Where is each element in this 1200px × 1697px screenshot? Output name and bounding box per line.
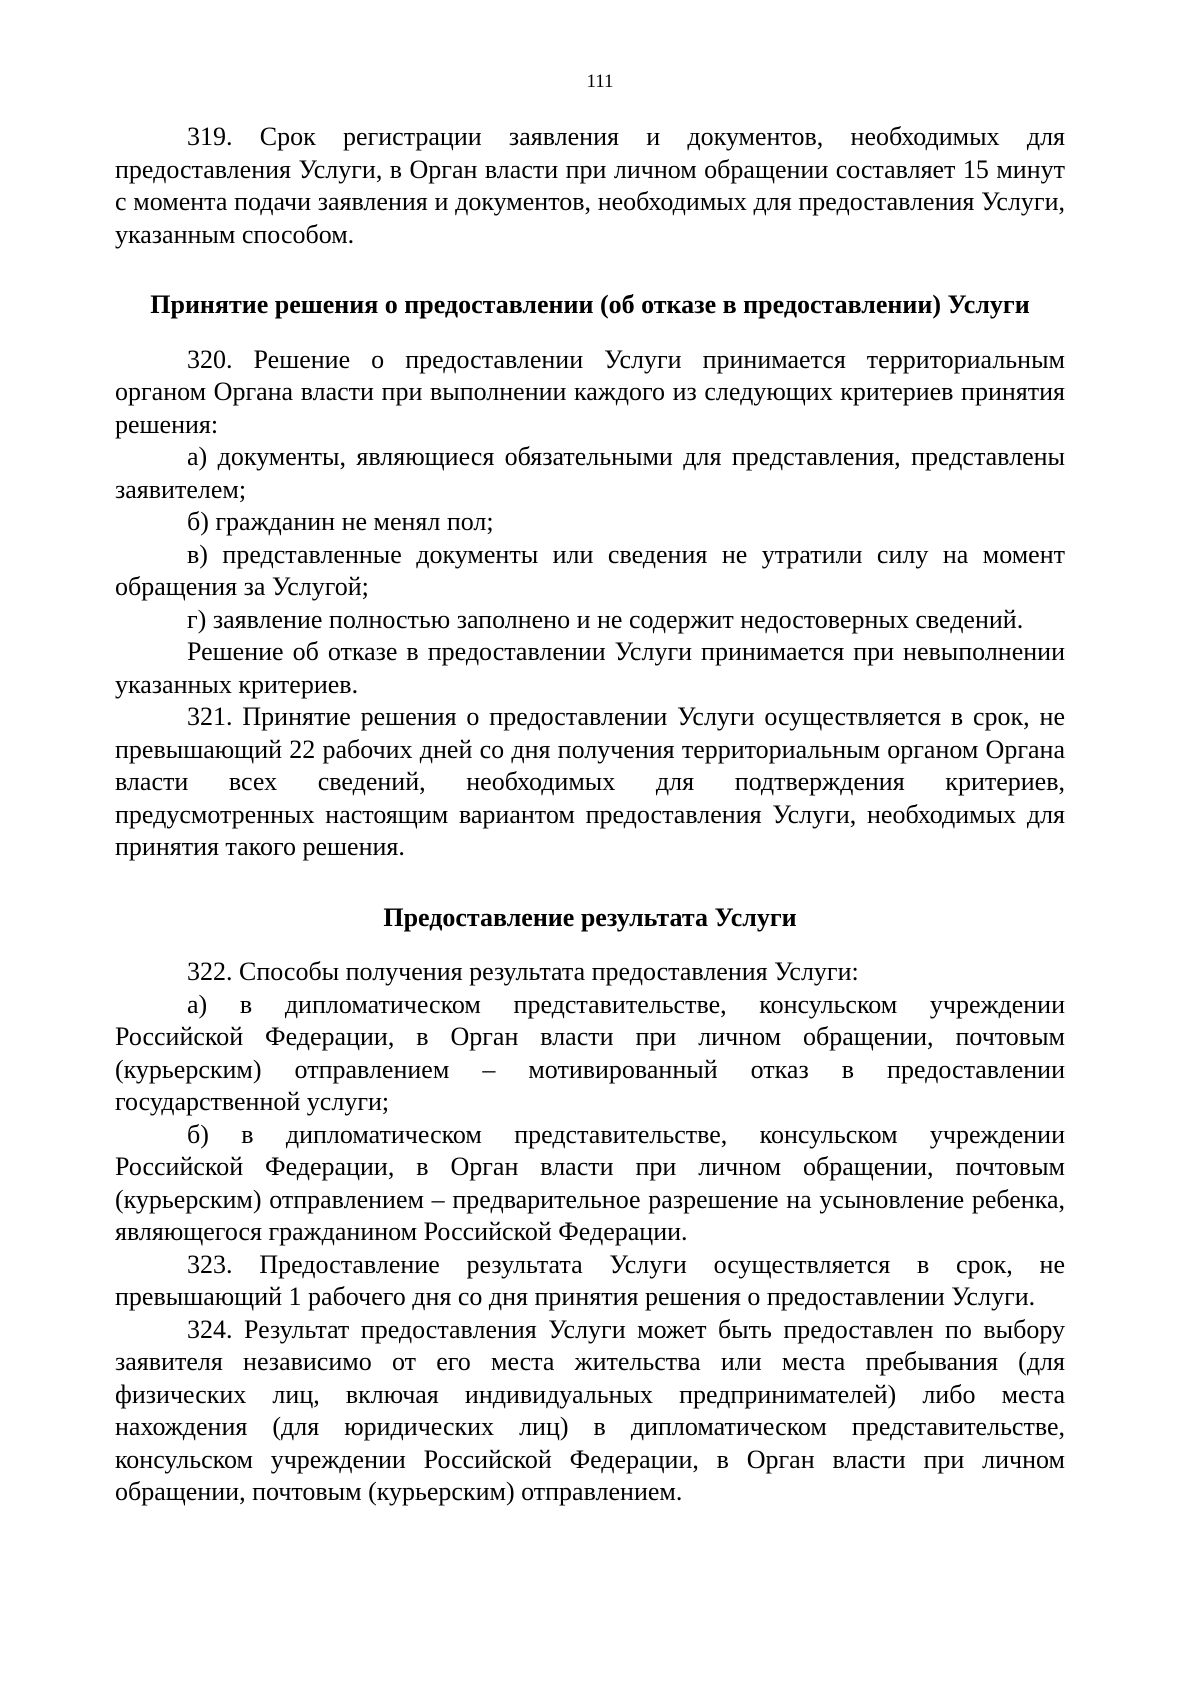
paragraph-322-b: б) в дипломатическом представительстве, консульском учреждении Российской Федерации, в Орган власти при личном обращении, почтовым (курьерским) отправлением – предварительное разрешение на усыновление ребенка, являющегося гражданином Российской Федерации.	[115, 1119, 1065, 1246]
paragraph-324: 324. Результат предоставления Услуги может быть предоставлен по выбору заявителя независимо от его места жительства или места пребывания (для физических лиц, включая индивидуальных предпринимателей) либо места нахождения (для юридических лиц) в дипломатическом представительстве, консульском учреждении Российской Федерации, в Орган власти при личном обращении, почтовым (курьерским) отправлением.	[115, 1314, 1065, 1506]
paragraph-320-b: б) гражданин не менял пол;	[187, 507, 494, 536]
document-body	[115, 121, 1065, 1509]
paragraph-320-a: а) документы, являющиеся обязательными для представления, представлены заявителем;	[115, 442, 1065, 504]
paragraph-321: 321. Принятие решения о предоставлении Услуги осуществляется в срок, не превышающий 22 рабочих дней со дня получения территориальным органом Органа власти всех сведений, необходимых для подтверждения критериев, предусмотренных настоящим вариантом предоставления Услуги, необходимых для принятия такого решения.	[115, 702, 1065, 861]
paragraph-322-a: а) в дипломатическом представительстве, консульском учреждении Российской Федерации, в Орган власти при личном обращении, почтовым (курьерским) отправлением – мотивированный отказ в предоставлении государственной услуги;	[115, 989, 1065, 1116]
paragraph-320-v: в) представленные документы или сведения не утратили силу на момент обращения за Услугой;	[115, 539, 1065, 601]
section-heading-decision: Принятие решения о предоставлении (об отказе в предоставлении) Услуги	[150, 290, 1030, 319]
section-heading-result: Предоставление результата Услуги	[383, 902, 797, 932]
page-number: 111	[586, 71, 614, 92]
paragraph-320-g: г) заявление полностью заполнено и не содержит недостоверных сведений.	[187, 604, 1024, 634]
paragraph-319: 319. Срок регистрации заявления и документов, необходимых для предоставления Услуги, в Орган власти при личном обращении составляет 15 минут с момента подачи заявления и документов, необходимых для предоставления Услуги, указанным способом.	[115, 122, 1065, 249]
paragraph-323: 323. Предоставление результата Услуги осуществляется в срок, не превышающий 1 рабочего дня со дня принятия решения о предоставлении Услуги.	[115, 1249, 1065, 1311]
paragraph-320: 320. Решение о предоставлении Услуги принимается территориальным органом Органа власти при выполнении каждого из следующих критериев принятия решения:	[115, 344, 1065, 439]
paragraph-320-refusal: Решение об отказе в предоставлении Услуги принимается при невыполнении указанных критериев.	[115, 637, 1065, 699]
paragraph-322: 322. Способы получения результата предоставления Услуги:	[187, 957, 859, 986]
